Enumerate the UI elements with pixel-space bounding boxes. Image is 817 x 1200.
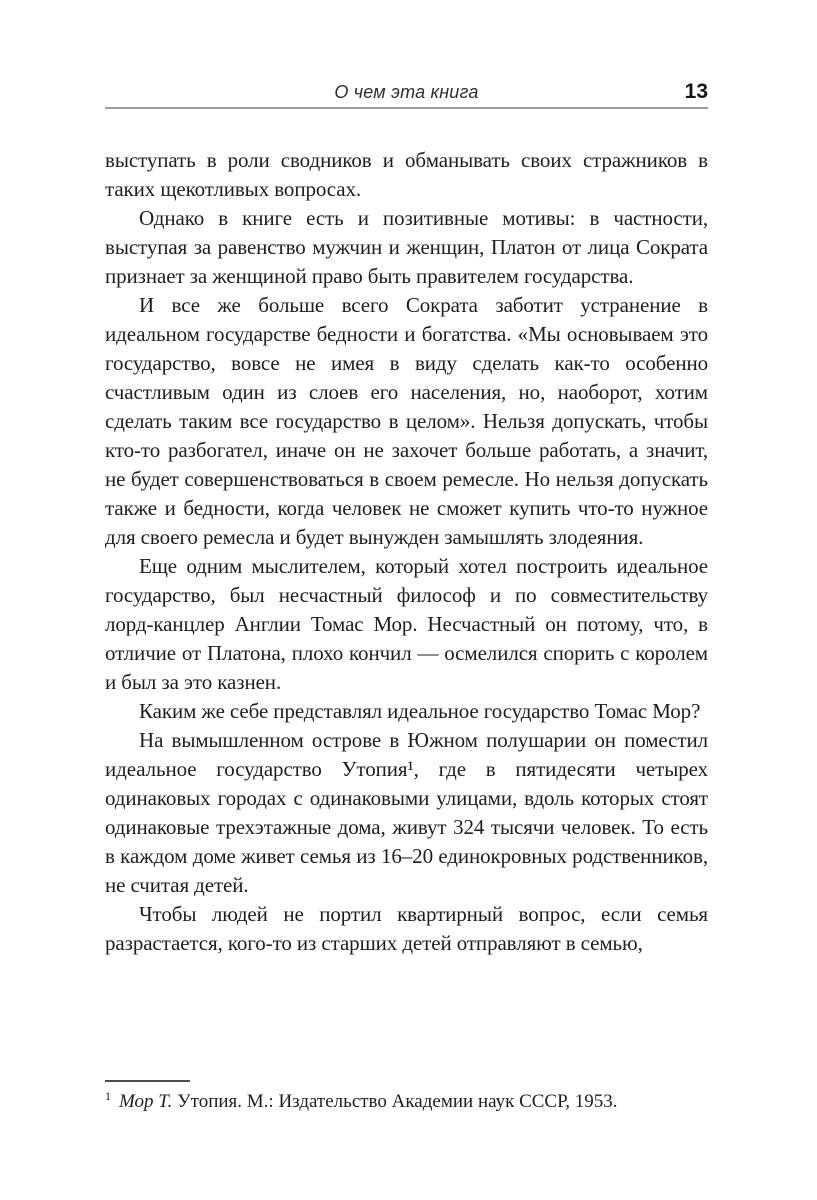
- paragraph: Еще одним мыслителем, который хотел построить идеальное государство, был несчастный философ и по совместительству лорд-канцлер Англии Томас Мор. Несчастный он потому, что, в отличие от Платона, плохо кончил — осмелился спорить с королем и был за это казнен.: [105, 554, 708, 694]
- paragraph: Чтобы людей не портил квартирный вопрос, если семья разрастается, кого-то из старших детей отправляют в семью,: [105, 902, 708, 955]
- page-number: 13: [684, 80, 708, 103]
- footnote-rule: [105, 1080, 190, 1082]
- footnote-marker: 1: [105, 1088, 111, 1103]
- header-rule: [105, 107, 708, 109]
- footnote-text: Утопия. М.: Издательство Академии наук СССР, 1953.: [177, 1091, 618, 1112]
- paragraph: Каким же себе представлял идеальное государство Томас Мор?: [139, 699, 701, 723]
- footnote-author: Мор Т.: [119, 1091, 173, 1112]
- paragraph: Однако в книге есть и позитивные мотивы: в частности, выступая за равенство мужчин и женщин, Платон от лица Сократа признает за женщиной право быть правителем государства.: [105, 206, 708, 288]
- paragraph: И все же больше всего Сократа заботит устранение в идеальном государстве бедности и богатства. «Мы основываем это государство, вовсе не имея в виду сделать как-то особенно счастливым один из слоев его населения, но, наоборот, хотим сделать таким все государство в целом». Нельзя допускать, чтобы кто-то разбогател, иначе он не захочет больше работать, а значит, не будет совершенствоваться в своем ремесле. Но нельзя допускать также и бедности, когда человек не сможет купить что-то нужное для своего ремесла и будет вынужден замышлять злодеяния.: [105, 293, 708, 549]
- paragraph: выступать в роли сводников и обманывать своих стражников в таких щекотливых вопросах.: [105, 148, 708, 201]
- running-title: О чем эта книга: [334, 82, 479, 102]
- paragraph: На вымышленном острове в Южном полушарии он поместил идеальное государство Утопия¹, где в пятидесяти четырех одинаковых городах с одинаковыми улицами, вдоль которых стоят одинаковые трехэтажные дома, живут 324 тысячи человек. То есть в каждом доме живет семья из 16–20 единокровных родственников, не считая детей.: [105, 728, 708, 897]
- footnote: [105, 1089, 708, 1114]
- page-header: [105, 80, 708, 106]
- body-text: [105, 146, 708, 958]
